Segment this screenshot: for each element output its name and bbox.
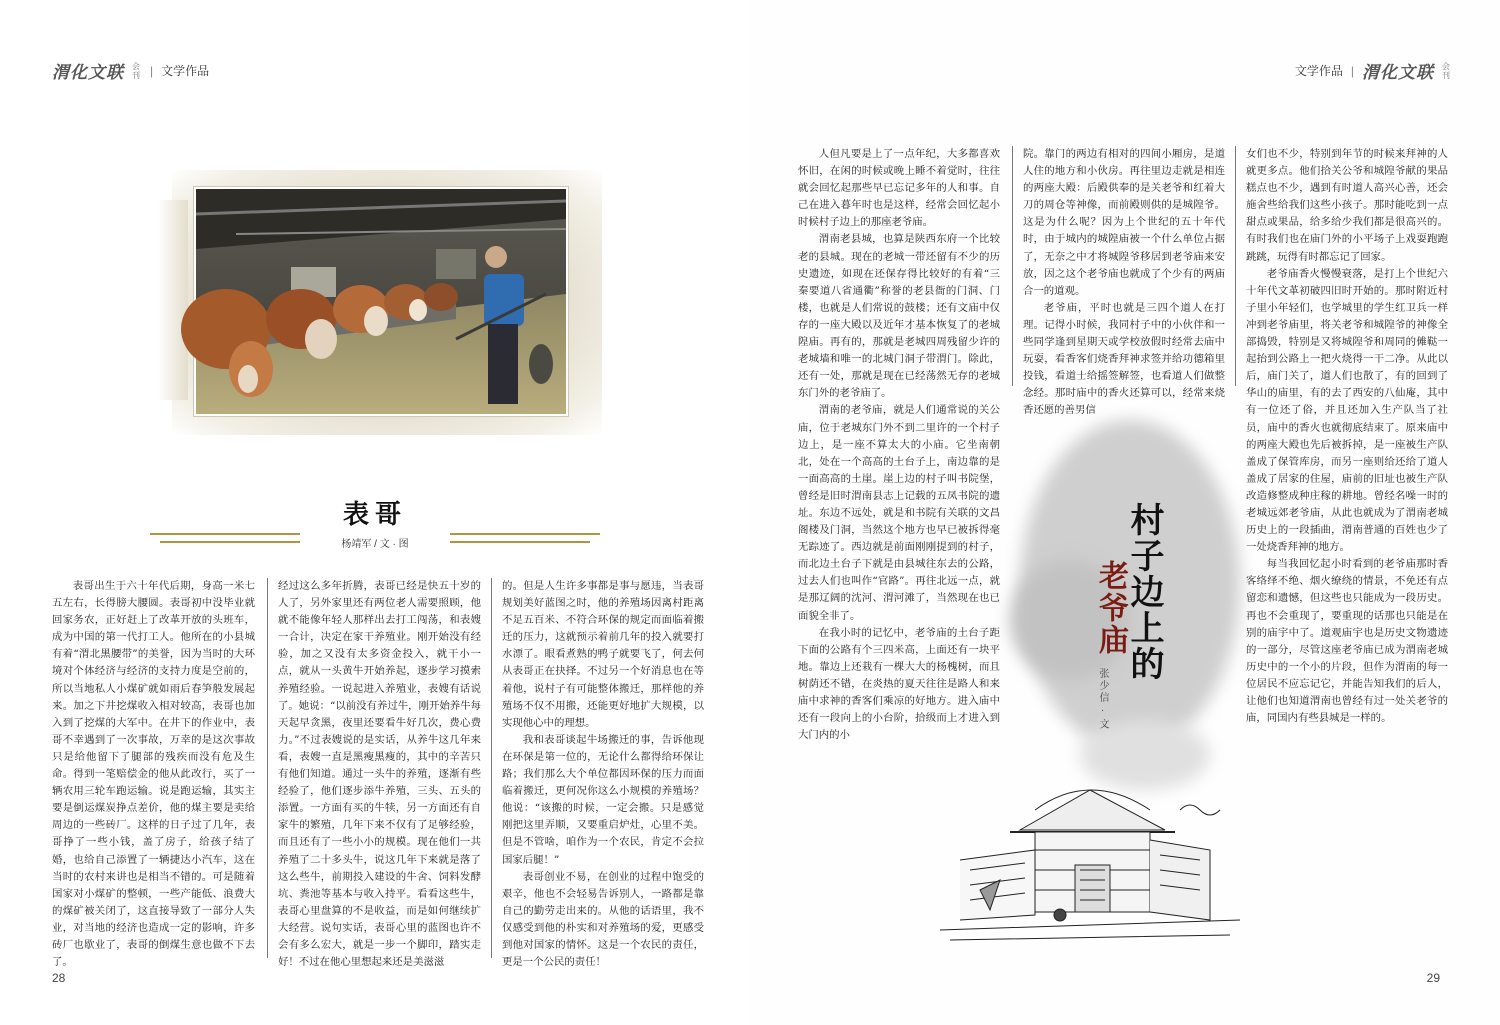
magazine-logo: 渭化文联 <box>1362 63 1434 83</box>
paragraph: 每当我回忆起小时看到的老爷庙那时香客络绎不绝、烟火缭绕的情景，不免还有点留恋和遗憾，但这些也只能成为一段历史。再也不会重现了，要重现的话那也只能是在别的庙宇中了。道观庙宇也是历史文物遗迹的一部分，尽管这座老爷庙已成为渭南老城历史中的一个小的片段，但作为渭南的每一位居民不应忘记它，并能告知我们的后人，让他们也知道渭南也曾经有过一处关老爷的庙，同国内有些县城是一样的。 <box>1246 558 1448 725</box>
right-page <box>750 0 1500 1025</box>
paragraph: 院。靠门的两边有相对的四间小厢房，是道人住的地方和小伙房。再往里边走就是相连的两座大殿：后殿供奉的是关老爷和红着大刀的周仓等神像，而前殿则供的是城隍爷。这是为什么呢？因为上个世纪的五十年代时，由于城内的城隍庙被一个什么单位占据了，无奈之中才将城隍爷移居到老爷庙来安放，因之这个老爷庙也就成了个少有的两庙合一的道观。 <box>1023 148 1225 297</box>
right-page-header <box>1295 58 1452 83</box>
paragraph: 表哥创业不易，在创业的过程中饱受的艰辛，他也不会轻易告诉别人，一路都是靠自己的勤劳走出来的。从他的话语里，我不仅感受到他的朴实和对养殖场的爱，更感受到他对国家的情怀。这是一个农民的责任，更是一个公民的责任！ <box>502 870 704 969</box>
paragraph: 渭南老县城，也算是陕西东府一个比较老的县城。现在的老城一带还留有不少的历史遗迹，如现在还保存得比较好的有着“三秦要道八省通衢”称誉的老县衙的门洞、门楼，也就是人们常说的鼓楼；还有文庙中仅存的一座大殿以及近年才基本恢复了的老城隍庙。再有的，那就是老城四周残留少许的老城墙和唯一的北城门洞子带渭门。除此，还有一处，那就是现在已经荡然无存的老城东门外的老爷庙了。 <box>798 233 1000 400</box>
paragraph: 我和表哥谈起牛场搬迁的事，告诉他现在环保是第一位的，无论什么都得给环保让路；我们那么大个单位都因环保的压力而面临着搬迁，更何况你这么小规模的养殖场？他说：“该搬的时候，一定会搬。只是感觉刚把这里弄顺，又要重启炉灶，心里不美。但是不管啥，咱作为一个农民，肯定不会拉国家后腿！” <box>502 733 704 866</box>
magazine-logo-sub: 会刊 <box>132 61 140 80</box>
article-title: 表哥 <box>342 500 407 530</box>
paragraph: 在我小时的记忆中，老爷庙的土台子距下面的公路有个三四米高，上面还有一块平地。靠边上还栽有一棵大大的杨槐树，而且树荫还不错，在炎热的夏天往往是路人和来庙中求神的香客们乘凉的好地方。进入庙中还有一段向上的小台阶，拾级而上才进入到大门内的小 <box>798 626 1000 742</box>
article-column-2 <box>1023 146 1225 417</box>
column-divider <box>491 578 492 958</box>
magazine-logo-sub: 会刊 <box>1442 61 1450 80</box>
paragraph: 老爷庙，平时也就是三四个道人在打理。记得小时候，我同村子中的小伙伴和一些同学逢到星期天或学校放假时经常去庙中玩耍，看香客们烧香拜神求签并给功德箱里投钱，看道士给摇签解签，也看道人们做整念经。那时庙中的香火还算可以，经常来烧香还愿的善男信 <box>1023 301 1225 417</box>
paragraph: 老爷庙香火慢慢衰落，是打上个世纪六十年代文革初破四旧时开始的。那时附近村子里小年轻们，也学城里的学生红卫兵一样冲到老爷庙里，将关老爷和城隍爷的神像全部捣毁，特别是又将城隍爷和周同的傩鞑一起抬到公路上一把火烧得一干二净。从此以后，庙门关了，道人们也散了，有的回到了华山的庙里，有的去了西安的八仙庵，其中有一位还了俗，并且还加入生产队当了社员，庙中的香火也就彻底结束了。原来庙中的两座大殿也先后被拆掉，是一座被生产队盖成了保管库房，而另一座则给还给了道人盖成了居家的住屋，庙前的旧址也被生产队改造修整成种庄稼的耕地。曾经名噪一时的老城远郊老爷庙，从此也就成为了渭南老城历史上的一段插曲，渭南普通的百姓也少了一处烧香拜神的地方。 <box>1246 267 1448 554</box>
column-divider <box>267 578 268 958</box>
page-number: 28 <box>52 971 66 985</box>
article-column-2 <box>278 578 481 969</box>
section-label: 文学作品 <box>161 64 210 78</box>
paragraph: 表哥出生于六十年代后期，身高一米七五左右，长得膀大腰圆。表哥初中没毕业就回家务农，正好赶上了改革开放的头班车，成为中国的第一代打工人。他所在的小县城有着“渭北黑腰带”的美誉，因为当时的大环境对个体经济与经济的支持力度是空前的，所以当地私人小煤矿就如雨后春笋般发展起来。加之下井挖煤收入相对较高，表哥也加入到了挖煤的大军中。在井下的作业中，表哥不幸遇到了一次事故，万幸的是这次事故只是给他留下了腿部的残疾而没有危及生命。得到一笔赔偿金的他从此改行，买了一辆农用三轮车跑运输。说是跑运输，其实主要是倒运煤炭挣点差价，他的煤主要是卖给周边的一些砖厂。这样的日子过了几年，表哥挣了一些小钱，盖了房子，给孩子结了婚，也给自己添置了一辆捷达小汽车，这在当时的农村来讲也是相当不错的。可是随着国家对小煤矿的整顿，一些产能低、浪费大的煤矿被关闭了，这直接导致了一部分人失业，对当地的经济也造成一定的影响，许多砖厂也歇业了，表哥的倒煤生意也做不下去了。 <box>52 580 255 969</box>
article-byline: 张少信 · 文 <box>1097 668 1108 731</box>
article-column-1 <box>52 578 255 969</box>
article-byline: 杨靖军 / 文 · 图 <box>341 539 409 550</box>
article-column-3 <box>1246 146 1448 725</box>
cattle-barn-photo <box>194 187 568 416</box>
column-divider <box>1235 146 1236 386</box>
paragraph: 的。但是人生许多事都是事与愿违，当表哥规划美好蓝图之时，他的养殖场因离村距离不足五百米、不符合环保的规定而面临着搬迁的压力，这就预示着前几年的投入就要打水漂了。眼看煮熟的鸭子就要飞了，何去何从表哥正在抉择。不过另一个好消息也在等着他，说村子有可能整体搬迁，那样他的养殖场不仅不用搬，还能更好地扩大规模，以实现他心中的理想。 <box>502 580 704 729</box>
page-number: 29 <box>1426 971 1440 985</box>
header-divider: | <box>150 63 154 78</box>
paragraph: 人但凡要是上了一点年纪，大多都喜欢怀旧，在闲的时候或晚上睡不着觉时，往往就会回忆起那些早已忘记多年的人和事。自己在进入暮年时也是这样，经常会回忆起小时候村子边上的那座老爷庙。 <box>798 148 1000 229</box>
paragraph: 渭南的老爷庙，就是人们通常说的关公庙，位于老城东门外不到二里许的一个村子边上，是一座不算太大的小庙。它坐南朝北，处在一个高高的土台子上，南边靠的是一面高高的土崖。崖上边的村子叫书院堡，曾经是旧时渭南县志上记载的五凤书院的遗址。东边不远处，就是和书院有关联的文昌阁楼及门洞，当然这个地方也早已被拆得毫无踪迹了。西边就是前面刚刚提到的村子，而北边土台子下就是由县城往东去的公路，过去人们也叫作“官路”。再往北远一点，就是那辽阔的沈河、渭河滩了，当然现在也已面貌全非了。 <box>798 404 1000 622</box>
section-label: 文学作品 <box>1294 64 1343 78</box>
column-divider <box>1012 146 1013 386</box>
article-title-line-1: 村子边上的 <box>1124 502 1164 682</box>
cattle-barn-photo-icon <box>196 189 566 414</box>
paragraph: 经过这么多年折腾，表哥已经是快五十岁的人了，另外家里还有两位老人需要照顾，他就不能像年轻人那样出去打工闯荡，和表嫂一合计，决定在家干养殖业。刚开始没有经验，加之又没有太多资金投入，就干小一点，就从一头黄牛开始养起，逐步学习摸索养殖经验。一说起进入养殖业，表嫂有话说了。她说：“以前没有养过牛，刚开始养牛每天起早贪黑，夜里还要看牛好几次，费心费力。”不过表嫂说的是实话，从养牛这几年来看，表嫂一直是黑瘦黑瘦的，其中的辛苦只有他们知道。通过一头牛的养殖，逐渐有些经验了，他们逐步添牛养殖，三头、五头的添置。一方面有买的牛犊，另一方面还有自家牛的繁殖，几年下来不仅有了足够经验，而且还有了一些小小的规模。现在他们一共养殖了二十多头牛，说这几年下来就是落了这么些牛，前期投入建设的牛舍、饲料发酵坑、粪池等基本与收入持平。看看这些牛，表哥心里盘算的不是收益，而是如何继续扩大经营。说句实话，表哥心里的蓝图也许不会有多么宏大，就是一步一个脚印，踏实走好！不过在他心里想起来还是美滋滋 <box>278 580 481 969</box>
magazine-logo: 渭化文联 <box>52 63 124 83</box>
header-divider: | <box>1350 63 1354 78</box>
article-title-line-2: 老爷庙 <box>1093 560 1128 656</box>
temple-sketch-illustration-icon <box>940 770 1240 950</box>
article-column-3 <box>502 578 704 969</box>
paragraph: 女们也不少，特别到年节的时候来拜神的人就更多点。他们拾关公爷和城隍爷献的果品糕点也不少，遇到有时道人高兴心善，还会施舍些给我们这些小孩子。那时能吃到一点甜点或果品，给多给少我们都是很高兴的。有时我们也在庙门外的小平场子上戏耍跑跑跳跳，玩得有时都忘记了回家。 <box>1246 148 1448 263</box>
left-page-header <box>52 58 209 83</box>
article-column-1 <box>798 146 1000 742</box>
